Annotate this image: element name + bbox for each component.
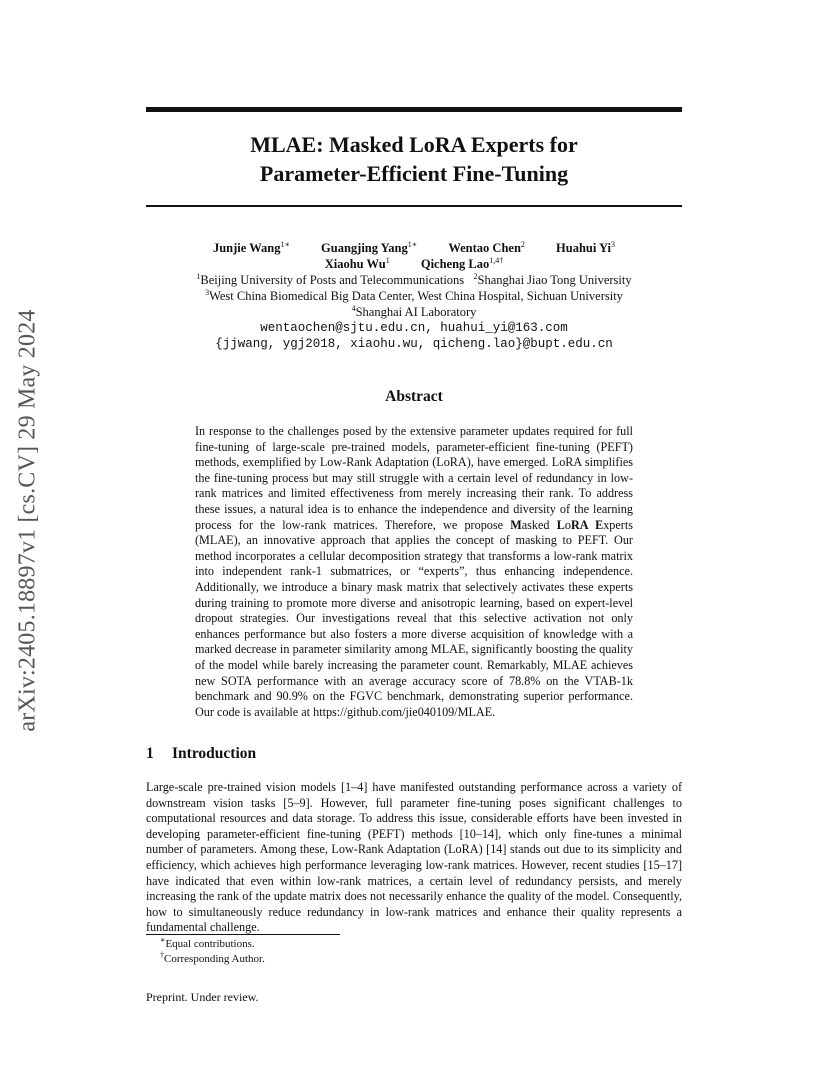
footnote-equal-contribution: ∗Equal contributions. xyxy=(160,935,255,950)
preprint-notice: Preprint. Under review. xyxy=(146,990,259,1004)
introduction-paragraph: Large-scale pre-trained vision models [1–4] have manifested outstanding performance across a variety of downstream vision tasks [5–9]. However, full parameter fine-tuning poses significant challenges to computational resources and data storage. To address this issue, considerable efforts have been invested in developing parameter-efficient fine-tuning (PEFT) methods [10–14], which only fine-tunes a minimal number of parameters. Among these, Low-Rank Adaptation (LoRA) [14] stands out due to its simplicity and efficiency, which achieves high performance leveraging low-rank matrices. However, recent studies [15–17] have indicated that even within low-rank matrices, a certain level of redundancy persists, and merely increasing the rank of the update matrix does not necessarily enhance the quality of the model. Consequently, how to simultaneously reduce redundancy in low-rank matrices and enhance their quality represents a fundamental challenge. xyxy=(146,780,682,935)
abstract-body: In response to the challenges posed by the extensive parameter updates required for full fine-tuning of large-scale pre-trained models, parameter-efficient fine-tuning (PEFT) methods, exemplified by Low-Rank Adaptation (LoRA), have emerged. LoRA simplifies the fine-tuning process but may still struggle with a certain level of redundancy in low-rank matrices and limited effectiveness from merely increasing their rank. To address these issues, a natural idea is to enhance the independence and diversity of the learning process for the low-rank matrices. Therefore, we propose Masked LoRA Experts (MLAE), an innovative approach that applies the concept of masking to PEFT. Our method incorporates a cellular decomposition strategy that transforms a low-rank matrix into independent rank-1 submatrices, or “experts”, thus enhancing independence. Additionally, we introduce a binary mask matrix that selectively activates these experts during training to promote more diverse and anisotropic learning, based on expert-level dropout strategies. Our investigations reveal that this selective activation not only enhances performance but also fosters a more diverse acquisition of knowledge with a marked decrease in parameter similarity among MLAE, significantly boosting the quality of the model while barely increasing the parameter count. Remarkably, MLAE achieves new SOTA performance with an average accuracy score of 78.8% on the VTAB-1k benchmark and 90.9% on the FGVC benchmark, demonstrating superior performance. Our code is available at https://github.com/jie040109/MLAE. xyxy=(195,424,633,719)
author: Xiaohu Wu$^1$ xyxy=(324,255,390,271)
email-line-2: {jjwang, ygj2018, xiaohu.wu, qicheng.lao}@bupt.edu.cn xyxy=(215,337,613,351)
author: Huahui Yi$^3$ xyxy=(556,239,616,255)
title-line-2: Parameter-Efficient Fine-Tuning xyxy=(259,161,569,186)
title-bottom-rule xyxy=(146,205,682,207)
section-heading-introduction xyxy=(146,745,256,763)
title-top-rule xyxy=(146,107,682,112)
affiliation-line-3: $^4$Shanghai AI Laboratory xyxy=(351,303,477,319)
author: Junjie Wang$^{1∗}$ xyxy=(212,239,290,255)
author: Wentao Chen$^2$ xyxy=(448,239,525,255)
author-row-2 xyxy=(146,256,682,272)
arxiv-identifier-text: arXiv:2405.18897v1 [cs.CV] 29 May 2024 xyxy=(14,308,41,732)
section-title: Introduction xyxy=(172,745,257,762)
affiliation-line-1: $^1$Beijing University of Posts and Telecommunications $^2$Shanghai Jiao Tong University xyxy=(196,271,632,287)
section-number: 1 xyxy=(146,745,154,762)
arxiv-identifier xyxy=(8,280,48,760)
author-block xyxy=(146,240,682,352)
footnote-corresponding-author: †Corresponding Author. xyxy=(160,950,265,965)
paper-title xyxy=(146,130,682,188)
author: Qicheng Lao$^{1,4\dagger}$ xyxy=(420,255,504,271)
affiliation-line-2: $^3$West China Biomedical Big Data Center, West China Hospital, Sichuan University xyxy=(205,287,623,303)
author-row-1 xyxy=(146,240,682,256)
author: Guangjing Yang$^{1∗}$ xyxy=(321,239,418,255)
footnote-rule xyxy=(146,934,340,935)
abstract-heading: Abstract xyxy=(385,388,443,405)
email-line-1: wentaochen@sjtu.edu.cn, huahui_yi@163.com xyxy=(260,321,568,335)
title-line-1: MLAE: Masked LoRA Experts for xyxy=(250,132,578,157)
